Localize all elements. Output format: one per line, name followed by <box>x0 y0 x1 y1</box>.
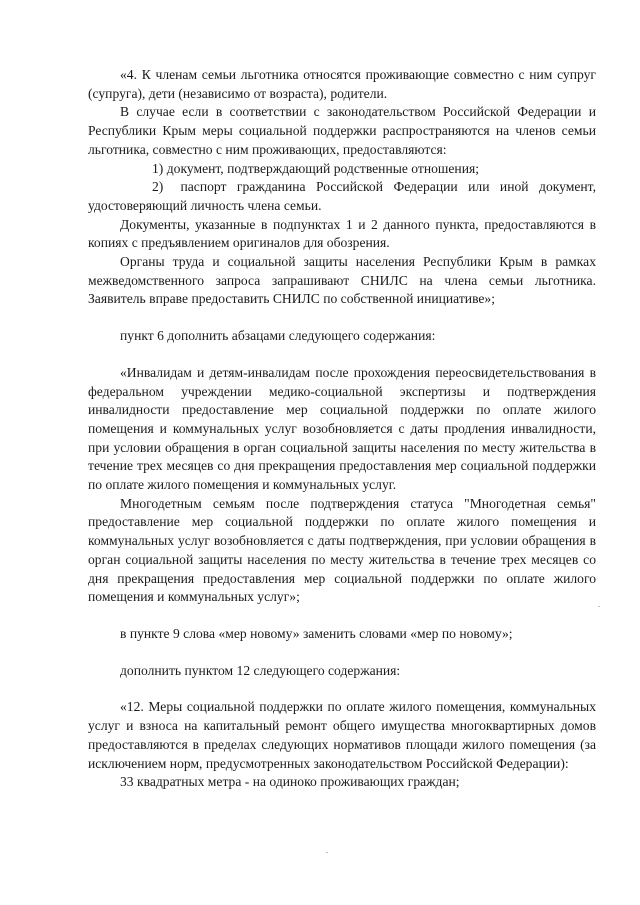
paragraph-point-12-intro: дополнить пунктом 12 следующего содержания: <box>120 662 401 678</box>
list-item-1 <box>88 160 596 179</box>
paragraph-point-9: в пункте 9 слова «мер новому» заменить словами «мер по новому»; <box>120 625 513 641</box>
paragraph-point-6: пункт 6 дополнить абзацами следующего содержания: <box>120 328 436 344</box>
list-item-2 <box>88 178 596 215</box>
paragraph-family-members: «4. К членам семьи льготника относятся проживающие совместно с ним супруг (супруга), дети (независимо от возраста), родители. <box>88 67 596 101</box>
paragraph-33-sqm: 33 квадратных метра - на одиноко проживающих граждан; <box>120 774 460 790</box>
paragraph-large-families: Многодетным семьям после подтверждения статуса "Многодетная семья" предоставление мер социальной поддержки по оплате жилого помещения и коммунальных услуг возобновляется с даты подтверждения, при условии обращения в орган социальной защиты населения по месту жительства в течение трех месяцев со дня прекращения предоставления мер социальной поддержки по оплате жилого помещения и коммунальных услуг»; <box>88 495 596 605</box>
list-item-2-text: паспорт гражданина Российской Федерации или иной документ, удостоверяющий личность члена семьи. <box>88 179 596 213</box>
list-item-1-number: 1) <box>152 160 164 176</box>
paragraph-documents-intro: В случае если в соответствии с законодательством Российской Федерации и Республики Крым меры социальной поддержки распространяются на членов семьи льготника, совместно с ним проживающих, предоставляются: <box>88 104 596 157</box>
paragraph-disabled: «Инвалидам и детям-инвалидам после прохождения переосвидетельствования в федеральном учреждении медико-социальной экспертизы и подтверждения инвалидности предоставление мер социальной поддержки по оплате жилого помещения и коммунальных услуг возобновляется с даты продления инвалидности, при условии обращения в орган социальной защиты населения по месту жительства в течение трех месяцев со дня прекращения предоставления мер социальной поддержки по оплате жилого помещения и коммунальных услуг. <box>88 364 596 493</box>
paragraph-snils: Органы труда и социальной защиты населения Республики Крым в рамках межведомственного запроса запрашивают СНИЛС на члена семьи льготника. Заявитель вправе предоставить СНИЛС по собственной инициативе»; <box>88 254 596 307</box>
scan-speck <box>326 852 328 853</box>
paragraph-copies: Документы, указанные в подпунктах 1 и 2 данного пункта, предоставляются в копиях с предъявлением оригиналов для обозрения. <box>88 216 596 251</box>
paragraph-point-12: «12. Меры социальной поддержки по оплате жилого помещения, коммунальных услуг и взноса на капитальный ремонт общего имущества многоквартирных домов предоставляются в пределах следующих нормативов площади жилого помещения (за исключением норм, предусмотренных законодательством Российской Федерации): <box>88 699 596 771</box>
list-item-1-text: документ, подтверждающий родственные отношения; <box>166 160 480 176</box>
list-item-2-number: 2) <box>152 179 164 195</box>
scan-speck <box>598 606 600 607</box>
